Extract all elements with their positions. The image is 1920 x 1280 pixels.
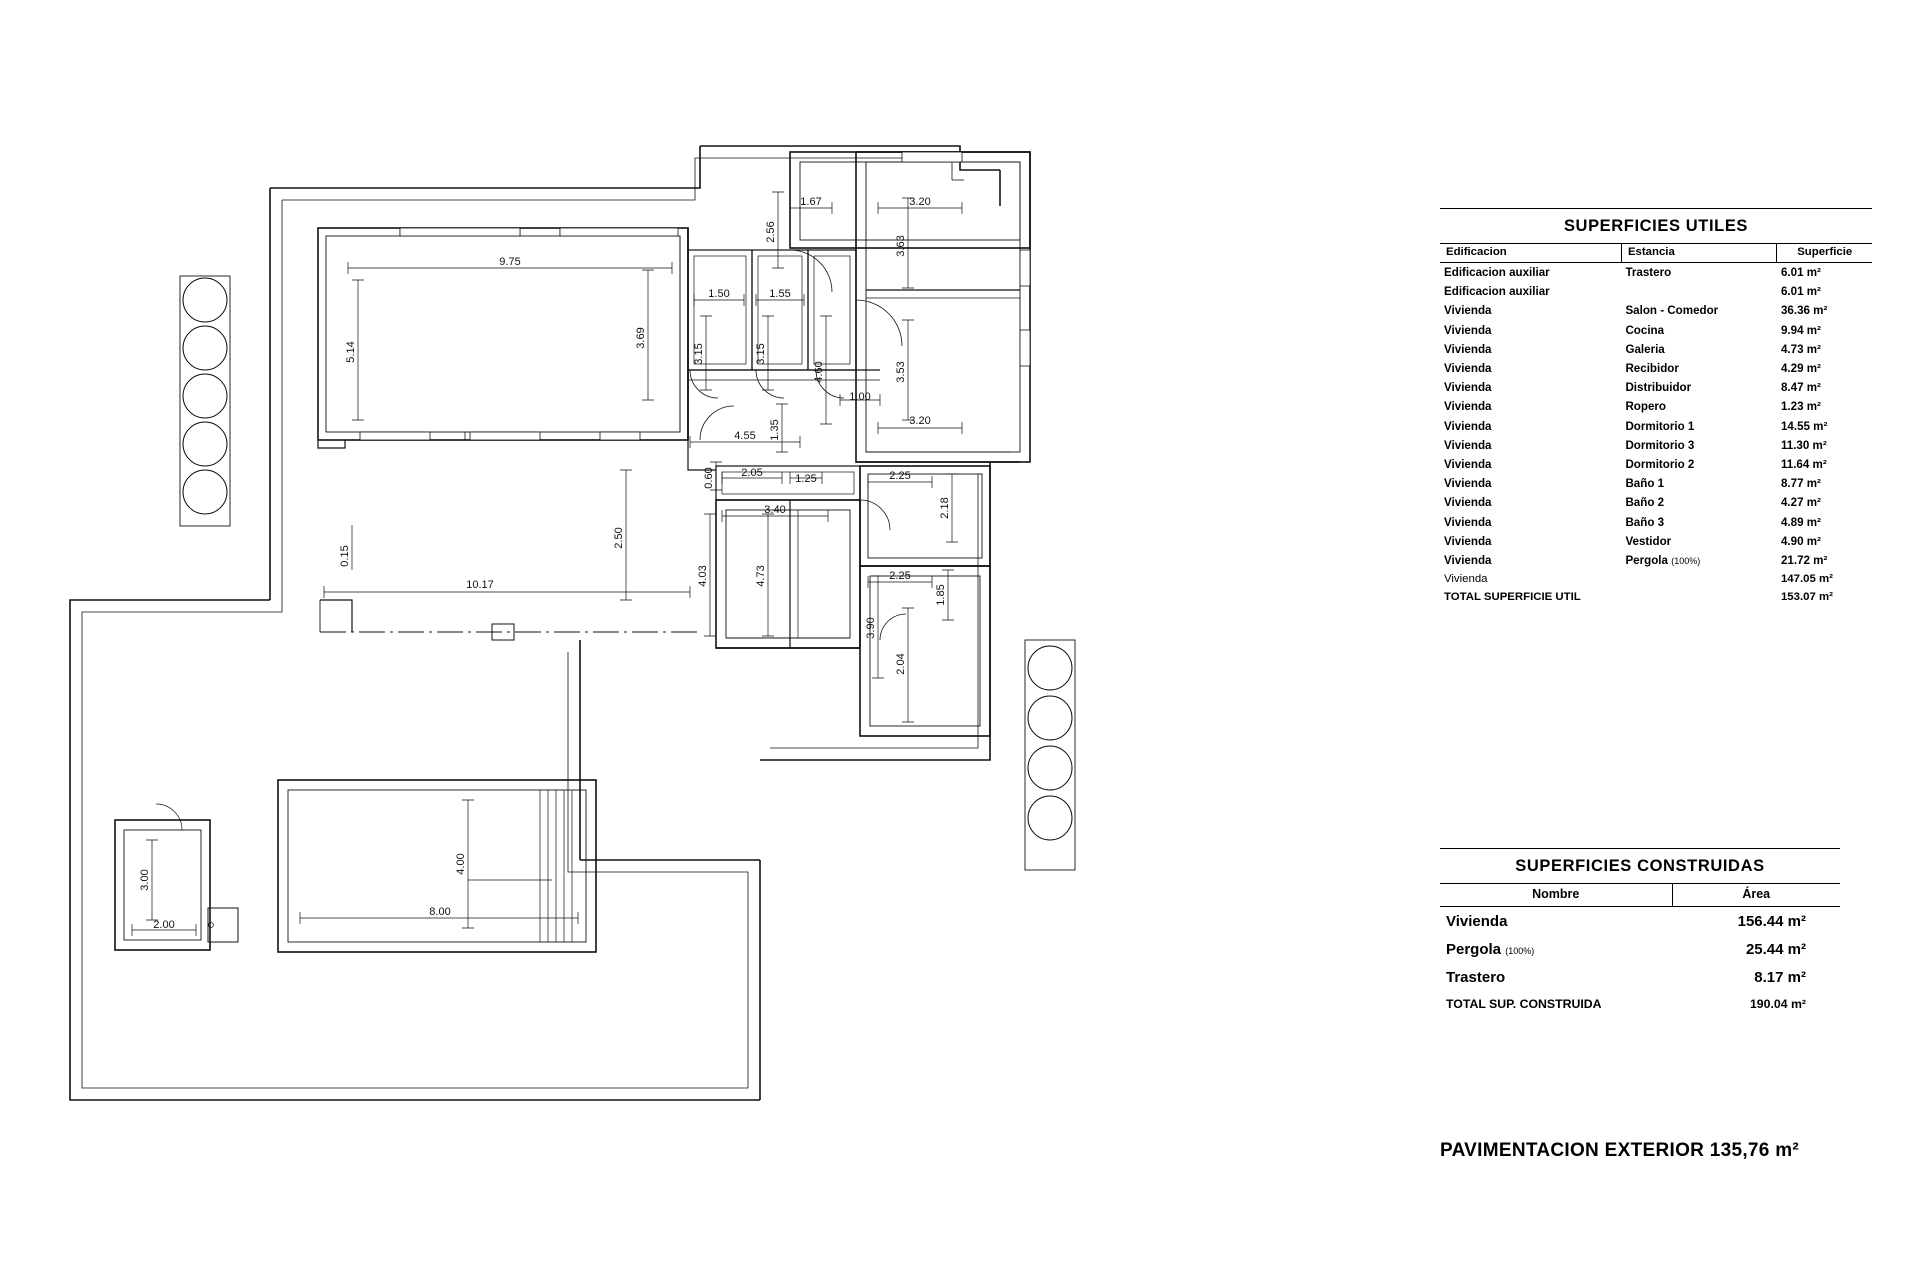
cell-superficie: 21.72 m² xyxy=(1780,553,1828,567)
dim-3-15-a: 3.15 xyxy=(693,343,705,365)
table-row xyxy=(1440,474,1872,493)
table-row xyxy=(1440,493,1872,512)
cell-estancia: Salon - Comedor xyxy=(1625,304,1719,318)
construidas-header-area: Área xyxy=(1672,884,1840,907)
dim-overall-bottom: 10.17 xyxy=(466,579,494,591)
utiles-header-estancia: Estancia xyxy=(1621,244,1777,263)
table-row xyxy=(1440,570,1872,588)
cell-superficie: 4.90 m² xyxy=(1780,534,1821,548)
cell-nombre xyxy=(1440,963,1672,991)
dim-salon-height2: 3.69 xyxy=(635,327,647,349)
construidas-title: SUPERFICIES CONSTRUIDAS xyxy=(1515,857,1765,875)
utiles-header-row xyxy=(1440,244,1872,263)
table-row xyxy=(1440,321,1872,340)
cell-superficie: 14.55 m² xyxy=(1780,419,1828,433)
table-row xyxy=(1440,282,1872,301)
table-row xyxy=(1440,378,1872,397)
dim-1-00: 1.00 xyxy=(849,391,871,403)
cell-edificacion: Vivienda xyxy=(1444,496,1492,510)
dim-offset-left: 0.15 xyxy=(339,545,351,567)
dim-2-25-top: 2.25 xyxy=(889,470,911,482)
cell-area: 8.17 m² xyxy=(1754,968,1806,986)
table-row xyxy=(1440,301,1872,320)
cell-superficie: 36.36 m² xyxy=(1780,304,1828,318)
table-row xyxy=(1440,359,1872,378)
table-total-row xyxy=(1440,991,1840,1017)
cell-estancia: Baño 1 xyxy=(1625,477,1665,491)
cell-nombre-text: Trastero xyxy=(1446,968,1506,986)
construidas-total-label: TOTAL SUP. CONSTRUIDA xyxy=(1446,997,1602,1011)
cell-superficie: 8.47 m² xyxy=(1780,381,1821,395)
utiles-total-label: TOTAL SUPERFICIE UTIL xyxy=(1444,591,1581,604)
dim-2-05: 2.05 xyxy=(741,467,763,479)
construidas-header-row xyxy=(1440,884,1840,907)
table-row xyxy=(1440,417,1872,436)
cell-estancia: Ropero xyxy=(1625,400,1667,414)
construidas-header-nombre: Nombre xyxy=(1440,884,1672,907)
pavimentacion-exterior-label: PAVIMENTACION EXTERIOR 135,76 m² xyxy=(1440,1140,1800,1161)
dim-offset-mid: 2.50 xyxy=(613,527,625,549)
utiles-body xyxy=(1440,263,1872,607)
cell-estancia: Recibidor xyxy=(1625,362,1679,376)
cell-estancia: Galeria xyxy=(1625,342,1665,356)
cell-edificacion: Vivienda xyxy=(1444,419,1492,433)
cell-superficie: 11.30 m² xyxy=(1780,438,1827,452)
dim-3-90: 3.90 xyxy=(865,617,877,639)
utiles-header-edificacion: Edificacion xyxy=(1440,244,1621,263)
cell-edificacion: Vivienda xyxy=(1444,477,1492,491)
table-row xyxy=(1440,397,1872,416)
dim-3-20-top: 3.20 xyxy=(909,196,931,208)
cell-estancia: Distribuidor xyxy=(1625,381,1692,395)
dim-4-55: 4.55 xyxy=(734,430,756,442)
cell-nombre-text: Vivienda xyxy=(1446,912,1508,930)
cell-estancia: Dormitorio 1 xyxy=(1625,419,1695,433)
cell-estancia: Cocina xyxy=(1625,323,1665,337)
utiles-title-wrap xyxy=(1440,208,1872,244)
dim-pool-height: 4.00 xyxy=(455,853,467,875)
utiles-title: SUPERFICIES UTILES xyxy=(1563,217,1749,235)
dim-3-53: 3.53 xyxy=(895,361,907,383)
dim-1-85: 1.85 xyxy=(935,584,947,606)
cell-edificacion: Vivienda xyxy=(1444,400,1492,414)
dim-4-60: 4.60 xyxy=(813,361,825,383)
dim-4-73: 4.73 xyxy=(755,565,767,587)
dim-1-55: 1.55 xyxy=(769,288,791,300)
cell-nombre-note: (100%) xyxy=(1505,945,1535,956)
table-row xyxy=(1440,907,1840,936)
cell-estancia: Dormitorio 3 xyxy=(1625,438,1695,452)
dim-1-25: 1.25 xyxy=(795,473,817,485)
dim-shed-height: 3.00 xyxy=(139,869,151,891)
dim-shed-width: 2.00 xyxy=(153,919,175,931)
cell-superficie: 4.89 m² xyxy=(1780,515,1821,529)
table-row xyxy=(1440,935,1840,963)
cell-edificacion: Edificacion auxiliar xyxy=(1444,285,1550,299)
cell-superficie: 6.01 m² xyxy=(1780,266,1821,280)
construidas-table-grid xyxy=(1440,884,1840,1017)
construidas-total-value: 190.04 m² xyxy=(1749,997,1806,1011)
cell-edificacion: Vivienda xyxy=(1444,323,1492,337)
cell-edificacion: Vivienda xyxy=(1444,573,1488,586)
table-row xyxy=(1440,551,1872,570)
table-row xyxy=(1440,340,1872,359)
table-row xyxy=(1440,512,1872,531)
cell-nombre-text: Pergola xyxy=(1446,940,1502,958)
dim-2-25-bottom: 2.25 xyxy=(889,570,911,582)
cell-superficie: 4.73 m² xyxy=(1780,342,1821,356)
table-row xyxy=(1440,963,1840,991)
dim-salon-height: 5.14 xyxy=(345,341,357,363)
table-total-row xyxy=(1440,588,1872,606)
cell-edificacion: Vivienda xyxy=(1444,553,1492,567)
cell-estancia: Trastero xyxy=(1625,266,1672,280)
cell-edificacion: Vivienda xyxy=(1444,457,1492,471)
cell-superficie: 9.94 m² xyxy=(1780,323,1821,337)
table-row xyxy=(1440,455,1872,474)
cell-estancia-text: Pergola xyxy=(1625,553,1668,567)
cell-superficie: 11.64 m² xyxy=(1780,457,1827,471)
cell-edificacion: Vivienda xyxy=(1444,342,1492,356)
cell-area: 156.44 m² xyxy=(1737,912,1806,930)
cell-superficie: 6.01 m² xyxy=(1780,285,1821,299)
dim-3-63: 3.63 xyxy=(895,235,907,257)
dim-3-15-b: 3.15 xyxy=(755,343,767,365)
superficies-construidas-table xyxy=(1440,848,1840,1017)
cell-superficie: 147.05 m² xyxy=(1780,573,1833,586)
table-row xyxy=(1440,436,1872,455)
dim-1-67: 1.67 xyxy=(800,196,822,208)
cell-edificacion: Vivienda xyxy=(1444,515,1492,529)
cell-nombre xyxy=(1440,935,1672,963)
dim-2-04: 2.04 xyxy=(895,653,907,675)
cell-superficie: 4.27 m² xyxy=(1780,496,1821,510)
cell-estancia: Baño 2 xyxy=(1625,496,1665,510)
cell-estancia xyxy=(1621,282,1777,301)
cell-nombre xyxy=(1440,907,1672,936)
cell-edificacion: Vivienda xyxy=(1444,381,1492,395)
dim-4-03: 4.03 xyxy=(697,565,709,587)
cell-edificacion: Vivienda xyxy=(1444,304,1492,318)
cell-estancia-note: (100%) xyxy=(1671,555,1701,566)
cell-superficie: 4.29 m² xyxy=(1780,362,1821,376)
construidas-body xyxy=(1440,907,1840,1017)
dim-3-40: 3.40 xyxy=(764,504,786,516)
cell-estancia xyxy=(1621,570,1777,588)
dim-1-50: 1.50 xyxy=(708,288,730,300)
dim-2-18: 2.18 xyxy=(939,497,951,519)
dim-salon-width: 9.75 xyxy=(499,256,521,268)
dim-2-56: 2.56 xyxy=(765,221,777,243)
superficies-utiles-table xyxy=(1440,208,1872,606)
table-row xyxy=(1440,263,1872,283)
cell-edificacion: Vivienda xyxy=(1444,534,1492,548)
cell-superficie: 1.23 m² xyxy=(1780,400,1821,414)
cell-estancia: Vestidor xyxy=(1625,534,1672,548)
cell-area: 25.44 m² xyxy=(1745,940,1806,958)
dim-1-35: 1.35 xyxy=(769,419,781,441)
dim-0-60: 0.60 xyxy=(703,467,715,489)
dim-3-20-bottom: 3.20 xyxy=(909,415,931,427)
table-row xyxy=(1440,532,1872,551)
utiles-total-value: 153.07 m² xyxy=(1780,591,1833,604)
cell-edificacion: Edificacion auxiliar xyxy=(1444,266,1550,280)
utiles-table-grid xyxy=(1440,244,1872,606)
cell-estancia xyxy=(1621,551,1777,570)
cell-superficie: 8.77 m² xyxy=(1780,477,1821,491)
utiles-header-superficie: Superficie xyxy=(1777,244,1872,263)
cell-estancia: Baño 3 xyxy=(1625,515,1665,529)
dim-pool-width: 8.00 xyxy=(429,906,451,918)
cell-edificacion: Vivienda xyxy=(1444,438,1492,452)
cell-estancia: Dormitorio 2 xyxy=(1625,457,1695,471)
cell-edificacion: Vivienda xyxy=(1444,362,1492,376)
construidas-title-wrap xyxy=(1440,848,1840,884)
